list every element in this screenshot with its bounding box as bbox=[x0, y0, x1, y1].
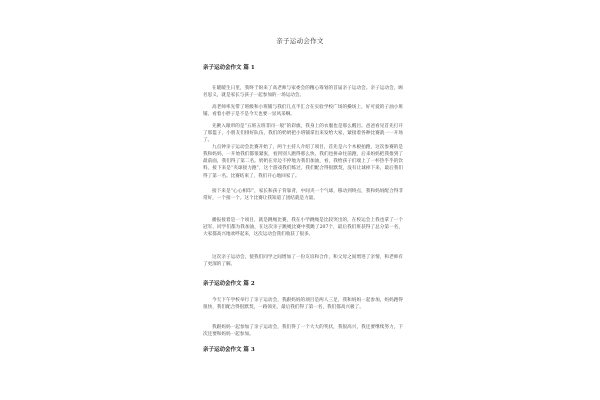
section-1-paragraph-1: 在暖暖生日里，我终于盼来了高老师与家委会的精心筹划的首届亲子运动会。亲子运动会，顾名思义，就是家长与孩子一起参加的一场运动会。 bbox=[203, 85, 403, 98]
section-heading-3: 亲子运动会作文 篇 3 bbox=[203, 347, 255, 353]
section-2-paragraph-2: 我跟妈妈一起参加了亲子运动会，我们得了一个大大的奖状，我很高兴，我还要继续努力，下次还要和妈妈一起参加。 bbox=[203, 324, 403, 337]
section-2-paragraph-1: 今天下午学校举行了亲子运动会，我跟妈妈的项目是两人三足，我和妈妈一起参加，妈妈跑得很快，我们配合得很默契，一路领先，最后我们得了第一名，我们都高兴极了。 bbox=[203, 297, 403, 310]
section-1-paragraph-2: 高老师率先带了班级和小班铺与我们几点半汇合在实验学校广场的操场上，好可爱的子油小班铺。看着小胖子是不是今天也要一显风采啊。 bbox=[203, 104, 403, 117]
section-1-paragraph-5: 接下来是“心心相印”，家长和孩子背靠背，中间夹一个气球，移动到终点，我和妈妈配合得非常好，一个接一个。这个比赛让我知道了团结就是力量。 bbox=[203, 188, 403, 201]
section-1-paragraph-4: 九点钟亲子运动会比赛开始了，两个主持人介绍了项目，首先是六个木板拍跑，这次参赛的是我和妈妈，一开始我们都很紧张，看到别人跑得那么快，我们也拼命往前跑，后来妈妈把我推到了最前面，我们得了第二名。奶奶在旁边不停地为我们加油，看，我给孩子们端上了一杯热乎乎的饮料。接下来是“夹球接力跑”，这个游戏我们练过，我们配合得很默契，没有让球掉下来，最后我们得了第一名。比赛结束了，我们开心地回家了。 bbox=[203, 144, 403, 179]
section-1-paragraph-3: 先揪入眼帘的是“五班五班非同一般”的彩旗，我身上的衣服也是那么醒目。爸爸看见首先打开了那篮子，小朋友们排好队伍，我们的奶奶把小班铺拿出来发给大家，紧接着各种比赛就一一开场了。 bbox=[203, 123, 403, 144]
section-1-paragraph-6: 播报接着是一个项目，就是跳绳比赛，我在小学跳绳是比较突出的，在校运会上我也拿了一个冠军，同学们都为我加油，在这次亲子跳绳比赛中我跳了207个，最后我们班获得了总分第一名，大家都高兴地欢呼起来，这次运动会我们收获了很多。 bbox=[203, 217, 403, 238]
section-1-paragraph-7: 这次亲子运动会，使我们同学之间增加了一份友谊和合作，和父母之间增进了亲情，和老师有了更深的了解。 bbox=[203, 254, 403, 267]
document-title: 亲子运动会作文 bbox=[276, 37, 324, 45]
section-heading-1: 亲子运动会作文 篇 1 bbox=[203, 65, 255, 71]
section-heading-2: 亲子运动会作文 篇 2 bbox=[203, 281, 255, 287]
